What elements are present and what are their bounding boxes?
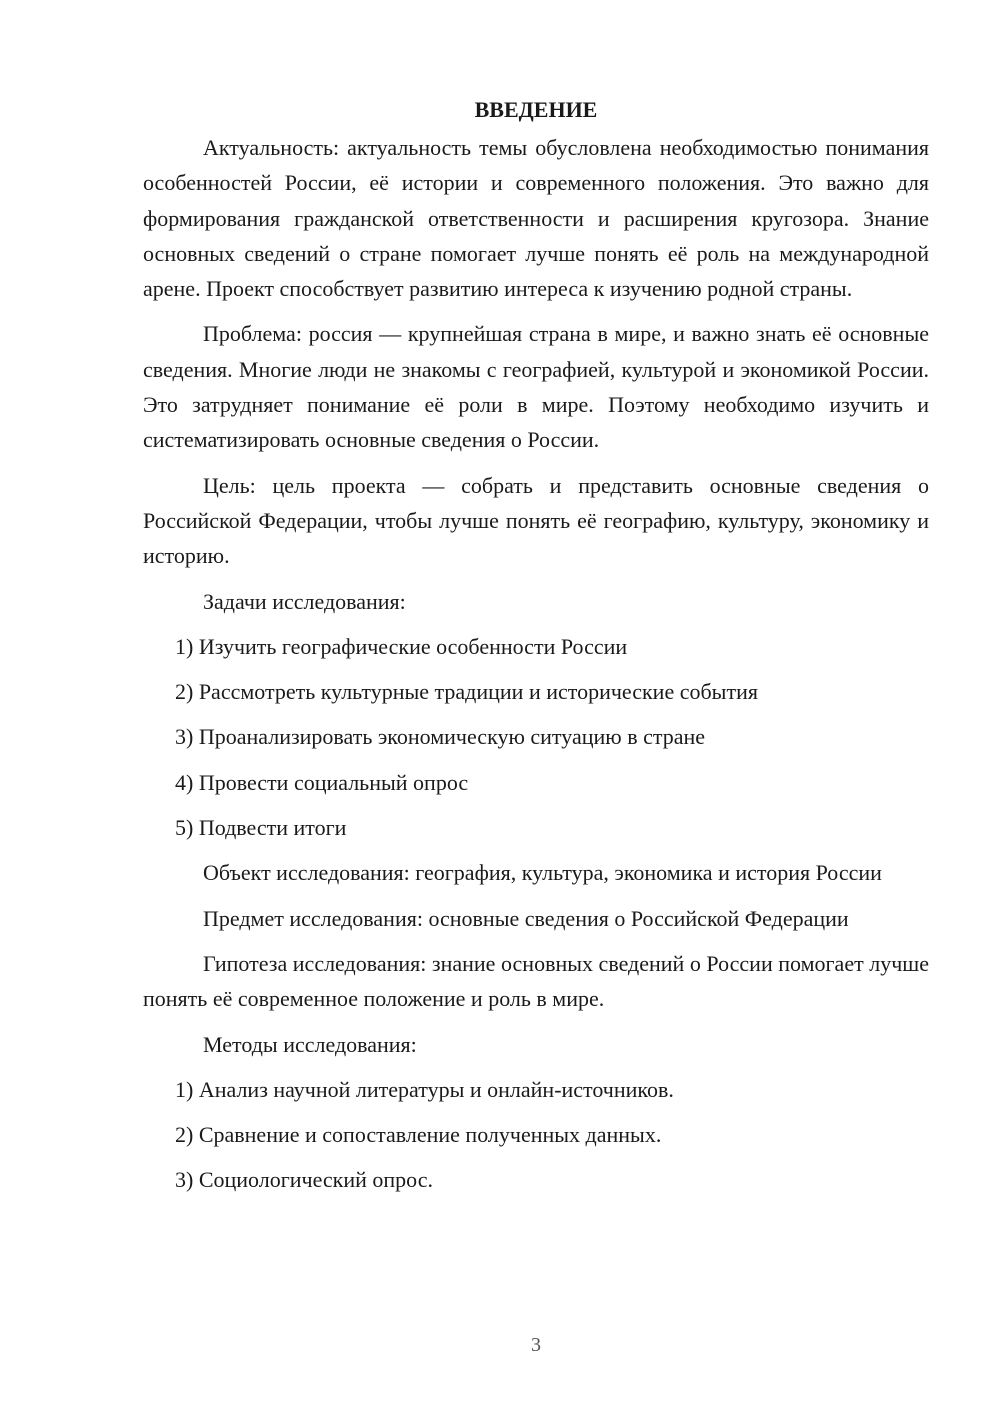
- page-number: 3: [531, 1334, 541, 1356]
- list-item: 2) Сравнение и сопоставление полученных данных.: [175, 1122, 662, 1148]
- list-item: 3) Социологический опрос.: [175, 1167, 433, 1193]
- page-title: ВВЕДЕНИЕ: [474, 97, 598, 122]
- subject-paragraph: Предмет исследования: основные сведения о Российской Федерации: [203, 905, 849, 931]
- list-item: 1) Анализ научной литературы и онлайн-источников.: [175, 1076, 674, 1102]
- document-page: [143, 90, 929, 1208]
- problem-paragraph: Проблема: россия — крупнейшая страна в мире, и важно знать её основные сведения. Многие люди не знакомы с географией, культурой и экономикой России. Это затрудняет понимание её роли в мире. Поэтому необходимо изучить и систематизировать основные сведения о России.: [143, 321, 929, 453]
- list-item: 3) Проанализировать экономическую ситуацию в стране: [175, 724, 706, 750]
- methods-heading: Методы исследования:: [203, 1031, 417, 1057]
- list-item: 5) Подвести итоги: [175, 815, 347, 841]
- tasks-heading: Задачи исследования:: [203, 588, 406, 614]
- methods-list: [143, 1072, 929, 1198]
- relevance-paragraph: Актуальность: актуальность темы обусловлена необходимостью понимания особенностей России, её истории и современного положения. Это важно для формирования гражданской ответственности и расширения кругозора. Знание основных сведений о стране помогает лучше понять её роль на международной арене. Проект способствует развитию интереса к изучению родной страны.: [143, 135, 929, 302]
- object-paragraph: Объект исследования: география, культура, экономика и история России: [203, 860, 882, 886]
- list-item: 1) Изучить географические особенности России: [175, 633, 628, 659]
- goal-paragraph: Цель: цель проекта — собрать и представить основные сведения о Российской Федерации, чтобы лучше понять её географию, культуру, экономику и историю.: [143, 472, 929, 569]
- tasks-list: [143, 629, 929, 845]
- list-item: 4) Провести социальный опрос: [175, 769, 469, 795]
- hypothesis-paragraph: Гипотеза исследования: знание основных сведений о России помогает лучше понять её современное положение и роль в мире.: [143, 950, 929, 1012]
- list-item: 2) Рассмотреть культурные традиции и исторические события: [175, 679, 758, 705]
